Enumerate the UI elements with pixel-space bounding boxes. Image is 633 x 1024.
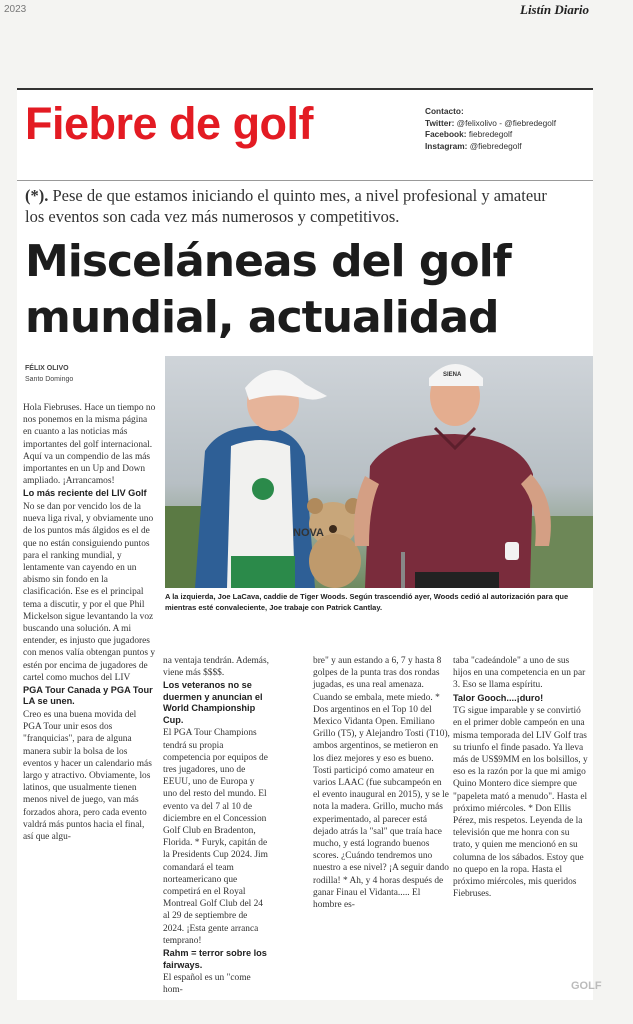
photo-caption: A la izquierda, Joe LaCava, caddie de Tiger Woods. Según trascendió ayer, Woods cedió al autorización para que mientras esté convaleciente, Joe trabaje con Patrick Cantlay. xyxy=(165,592,569,612)
paragraph: El PGA Tour Champions tendrá su propia competencia por equipos de tres jugadores, uno de EEUU, uno de Europa y uno del resto del mundo. El evento va del 7 al 10 de diciembre en el Concession Golf Club en Bradenton, Florida. * Furyk, capitán de la Presidents Cup 2024. Jim comandará el team norteamericano que competirá en el Royal Montreal Golf Club del 24 al 29 de septiembre de 2024. ¡Esta gente arranca temprano! xyxy=(163,728,268,946)
subheading: Lo más reciente del LIV Golf xyxy=(23,488,147,499)
facebook-label: Facebook: xyxy=(425,129,467,139)
golf-logo-watermark: GOLF xyxy=(571,980,602,992)
contact-block xyxy=(425,106,556,152)
paragraph: taba "cadeándole" a uno de sus hijos en una competencia en un par 3. Eso se llama espíritu. xyxy=(453,656,586,691)
paragraph: No se dan por vencido los de la nueva liga rival, y obviamente uno de los puntos más álgidos es el de que no están consiguiendo puntos para el ranking mundial, y lentamente van cayendo en un abismo sin fondo en la clasificación. Ese es el principal tema a discutir, y por el que Phil Mickelson sigue levantando la voz buscando una solución. A mi entender, es injusto que jugadores con menos valía obtengan puntos y estén por encima de jugadores de cartel como muchos del LIV xyxy=(23,501,156,683)
divider xyxy=(17,180,593,181)
article-column-4 xyxy=(453,655,588,901)
intro-text: Pese de que estamos iniciando el quinto mes, a nivel profesional y amateur los eventos son cada vez más numerosos y competitivos. xyxy=(25,186,547,226)
headline: Misceláneas del golf mundial, actualidad xyxy=(25,236,511,343)
instagram-label: Instagram: xyxy=(425,140,468,151)
intro-mark: (*). xyxy=(25,186,49,205)
paragraph: Hola Fiebruses. Hace un tiempo no nos ponemos en la misma página en cuanto a las noticias más importantes del golf internacional. Aquí va un compendio de las más importantes en un Up and Down ampliado. ¡Arrancamos! xyxy=(23,403,156,487)
twitter-label: Twitter: xyxy=(425,117,455,128)
subheading: Talor Gooch....¡duro! xyxy=(453,692,544,703)
masthead: Listín Diario xyxy=(520,2,589,17)
contact-heading: Contacto: xyxy=(425,106,464,116)
article-page xyxy=(17,88,593,1000)
paragraph: bre" y aun estando a 6, 7 y hasta 8 golpes de la punta tras dos rondas jugadas, es una real amenaza. Cuando se embala, mete miedo. * Dos argentinos en el Top 10 del Mexico Vidanta Open. Emiliano Grillo (T5), y Alejandro Tosti (T10), ambos argentinos, se metieron en los diez mejores y eso es bueno. Tosti participó como amateur en varios LAAC (fue subcampeón en el evento inaugural en 2015), y se le nota la madera. Grillo, mucho más experimentado, al parecer está dejado atrás la "sal" que traía hace mucho, y está logrando buenos scores. ¿Cuándo tendremos uno nuestro a ese nivel? ¡A seguir dando rodilla! * Ah, y 4 horas después de ganar Finau el Vidanta..... El hombre es- xyxy=(313,656,450,911)
article-column-2 xyxy=(163,655,269,997)
paragraph: Creo es una buena movida del PGA Tour unir esos dos "franquicias", para de alguna manera subir la bolsa de los eventos y hacer un calendario más largo y atractivo. Obviamente, los latinos, que usualmente tienen menos nivel de juego, van más forzados ahora, pero cada evento valdrá más puntos hacia el final, así que algu- xyxy=(23,709,152,842)
newspaper-top-strip xyxy=(0,0,633,22)
player-hat-text: SIENA xyxy=(443,372,462,378)
article-column-3 xyxy=(313,655,450,912)
instagram-handle: @fiebredegolf xyxy=(469,140,522,151)
subheading: Los veteranos no se duermen y anuncian el World Championship Cup. xyxy=(163,680,263,725)
photo-illustration xyxy=(165,356,593,588)
intro-deck xyxy=(25,185,555,227)
subheading: Rahm = terror sobre los fairways. xyxy=(163,948,267,970)
author-name: FÉLIX OLIVO xyxy=(25,365,69,372)
author-location: Santo Domingo xyxy=(25,376,74,383)
twitter-handle: @felixolivo - @fiebredegolf xyxy=(456,117,557,128)
paragraph: TG sigue imparable y se convirtió en el primer doble campeón en una misma temporada del LIV Golf tras su triunfo el finde pasado. Ya lleva más de US$9MM en los bolsillos, y eso es la razón por la que mi amigo Quino Montero dice siempre que "papeleta mató a menudo". Hasta el próximo miércoles. * Don Ellis Pérez, mis respetos. Leyenda de la televisión que me honra con su trato, y quien me mencionó en su columna de los sábados. Estoy que no quepo en la ropa. Hasta el próximo miércoles, mis queridos Fiebruses. xyxy=(453,706,588,900)
caddie-shirt-text: NOVA xyxy=(293,527,324,539)
facebook-handle: fiebredegolf xyxy=(468,129,513,139)
article-photo xyxy=(165,356,593,588)
paragraph: El español es un "come hom- xyxy=(163,973,251,996)
byline xyxy=(25,363,73,385)
paragraph: na ventaja tendrán. Además, viene más $$$$. xyxy=(163,656,269,679)
section-title: Fiebre de golf xyxy=(25,98,314,149)
subheading: PGA Tour Canada y PGA Tour LA se unen. xyxy=(23,684,153,707)
article-column-1 xyxy=(23,402,156,844)
page-year: 2023 xyxy=(4,4,27,15)
